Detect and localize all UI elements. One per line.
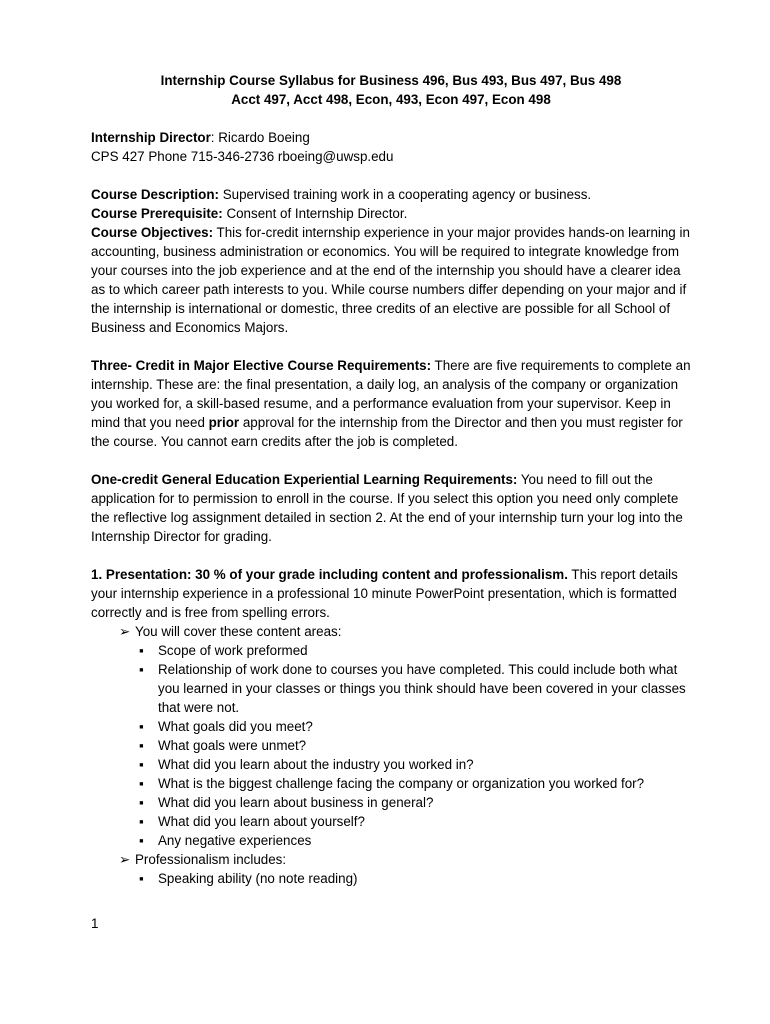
title-line-1: Internship Course Syllabus for Business 496, Bus 493, Bus 497, Bus 498: [160, 73, 622, 88]
director-line: [91, 128, 691, 147]
presentation-text: This report details your internship experience in a professional 10 minute PowerPoint presentation, which is formatted correctly and is free from spelling errors.: [91, 567, 678, 620]
three-credit-text-b: approval for the internship from the Director and then you must register for the course. You cannot earn credits after the job is completed.: [91, 415, 683, 449]
square-bullet-icon: ▪: [139, 643, 144, 658]
square-bullet-icon: ▪: [139, 795, 144, 810]
three-credit-text-a: There are five requirements to complete an internship. These are: the final presentation, a daily log, an analysis of the company or organization you worked for, a skill-based resume, and a performance evaluation from your supervisor. Keep in mind that you need: [91, 358, 691, 430]
three-credit-requirements: [91, 356, 691, 451]
list-item: ▪ What did you learn about the industry you worked in?: [139, 757, 474, 772]
list-item: ▪ What goals were unmet?: [139, 738, 307, 753]
professionalism-list: [91, 869, 691, 888]
square-bullet-icon: ▪: [139, 776, 144, 791]
title-line-2: Acct 497, Acct 498, Econ, 493, Econ 497, Econ 498: [231, 92, 551, 107]
course-prerequisite-text: Consent of Internship Director.: [222, 206, 408, 221]
list-item: ▪ Scope of work preformed: [139, 643, 308, 658]
list-item: ▪ Any negative experiences: [139, 833, 312, 848]
list-item: ▪ Speaking ability (no note reading): [139, 871, 358, 886]
document-body: [91, 71, 691, 888]
square-bullet-icon: ▪: [139, 719, 144, 734]
three-credit-label: Three- Credit in Major Elective Course Requirements:: [91, 358, 432, 373]
course-objectives-label: Course Objectives:: [91, 225, 214, 240]
professionalism-heading-item: [91, 850, 691, 869]
page-number: 1: [91, 916, 99, 931]
one-credit-text: You need to fill out the application for to permission to enroll in the course. If you select this option you need only complete the reflective log assignment detailed in section 2. At the end of your internship turn your log into the Internship Director for grading.: [91, 472, 683, 544]
list-item: ▪ What did you learn about yourself?: [139, 814, 365, 829]
list-item: ▪ What is the biggest challenge facing the company or organization you worked for?: [139, 776, 645, 791]
square-bullet-icon: ▪: [139, 814, 144, 829]
course-prerequisite-label: Course Prerequisite:: [91, 206, 223, 221]
list-item: ▪ What did you learn about business in general?: [139, 795, 434, 810]
cover-heading: You will cover these content areas:: [135, 624, 342, 639]
square-bullet-icon: ▪: [139, 833, 144, 848]
course-objectives: [91, 223, 691, 337]
list-item: ▪ Relationship of work done to courses you have completed. This could include both what you learned in your classes or things you think should have been covered in your classes that were not.: [139, 662, 686, 715]
course-description-label: Course Description:: [91, 187, 219, 202]
prior-emphasis: prior: [208, 415, 240, 430]
content-areas-list: [91, 641, 691, 850]
director-label: Internship Director: [91, 130, 211, 145]
arrow-bullet-icon: ➢: [119, 852, 131, 867]
presentation-section: [91, 565, 691, 622]
course-description-text: Supervised training work in a cooperating agency or business.: [218, 187, 592, 202]
square-bullet-icon: ▪: [139, 757, 144, 772]
course-description: [91, 185, 691, 204]
cover-heading-item: [91, 622, 691, 641]
square-bullet-icon: ▪: [139, 662, 144, 677]
director-name: : Ricardo Boeing: [210, 130, 310, 145]
course-objectives-text: This for-credit internship experience in your major provides hands-on learning in accounting, business administration or economics. You will be required to integrate knowledge from your courses into the job experience and at the end of the internship you should have a clearer idea as to which career path interests to you. While course numbers differ depending on your major and if the internship is international or domestic, three credits of an elective are possible for all School of Business and Economics Majors.: [91, 225, 690, 335]
course-prerequisite: [91, 204, 691, 223]
one-credit-requirements: [91, 470, 691, 546]
square-bullet-icon: ▪: [139, 871, 144, 886]
presentation-label: 1. Presentation: 30 % of your grade including content and professionalism.: [91, 567, 568, 582]
contact-line: CPS 427 Phone 715-346-2736 rboeing@uwsp.edu: [91, 149, 394, 164]
one-credit-label: One-credit General Education Experiential Learning Requirements:: [91, 472, 518, 487]
professionalism-heading: Professionalism includes:: [135, 852, 287, 867]
arrow-bullet-icon: ➢: [119, 624, 131, 639]
square-bullet-icon: ▪: [139, 738, 144, 753]
list-item: ▪ What goals did you meet?: [139, 719, 313, 734]
